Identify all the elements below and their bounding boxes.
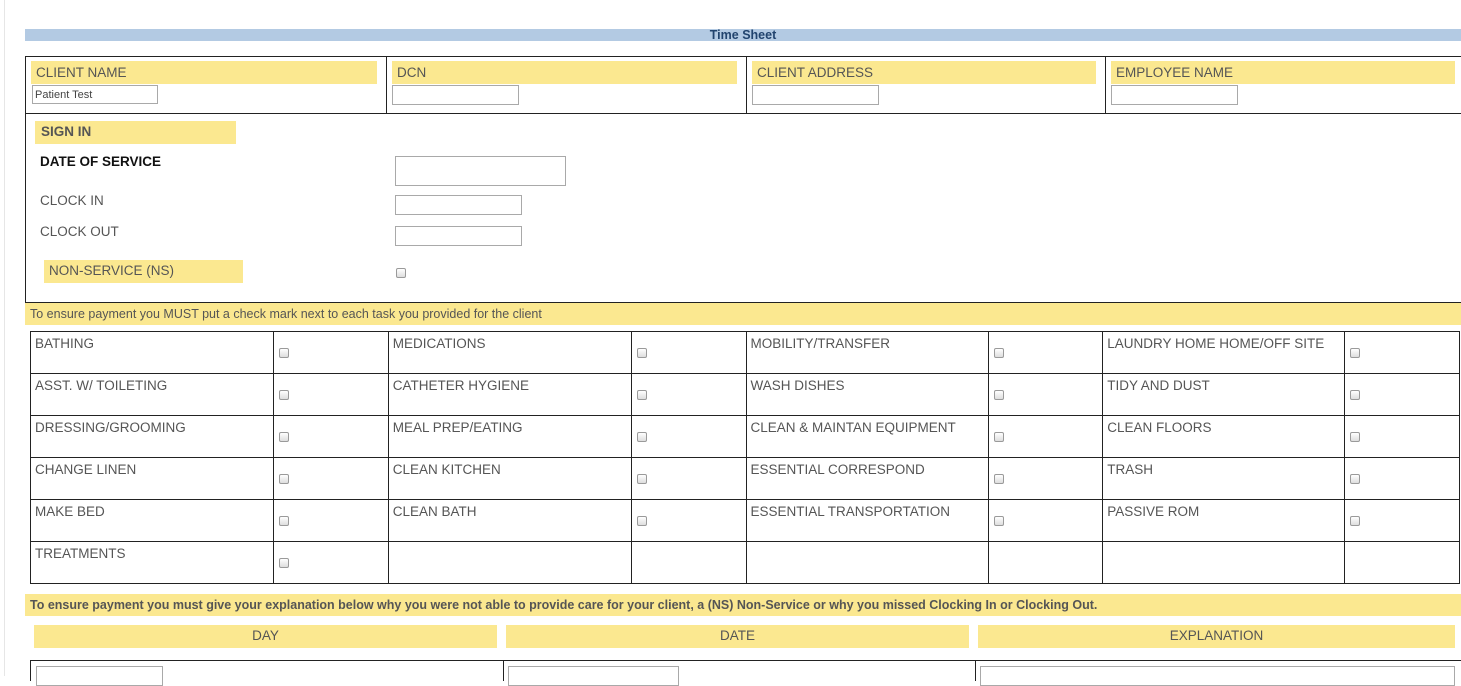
sign-in-section [25, 112, 1461, 303]
task-checkbox[interactable] [279, 390, 289, 400]
task-label: ASST. W/ TOILETING [31, 374, 274, 416]
task-label: MEAL PREP/EATING [388, 416, 631, 458]
task-label: MAKE BED [31, 500, 274, 542]
task-label: CATHETER HYGIENE [388, 374, 631, 416]
task-checkbox[interactable] [994, 516, 1004, 526]
task-checkbox[interactable] [1350, 516, 1360, 526]
empty-cell [989, 542, 1103, 584]
date-of-service-label: DATE OF SERVICE [40, 154, 162, 169]
task-label: WASH DISHES [746, 374, 989, 416]
task-label [1103, 542, 1345, 584]
dcn-label: DCN [392, 61, 737, 84]
table-row [31, 416, 1460, 458]
empty-cell [1345, 542, 1460, 584]
task-checkbox[interactable] [279, 432, 289, 442]
page-title: Time Sheet [25, 29, 1461, 41]
task-checkbox[interactable] [279, 516, 289, 526]
task-checkbox[interactable] [1350, 474, 1360, 484]
task-label: BATHING [31, 332, 274, 374]
explanation-input[interactable] [980, 666, 1455, 686]
task-label: TREATMENTS [31, 542, 274, 584]
task-checkbox[interactable] [994, 390, 1004, 400]
client-name-cell [26, 57, 386, 113]
task-checkbox[interactable] [279, 558, 289, 568]
task-label [746, 542, 989, 584]
divider [975, 661, 976, 681]
task-label: TIDY AND DUST [1103, 374, 1345, 416]
client-address-input[interactable] [752, 85, 879, 105]
clock-out-input[interactable] [395, 226, 522, 246]
date-column-header: DATE [506, 625, 969, 648]
day-column-header: DAY [34, 625, 497, 648]
clock-out-label: CLOCK OUT [40, 224, 119, 239]
task-label: LAUNDRY HOME HOME/OFF SITE [1103, 332, 1345, 374]
date-input[interactable] [508, 666, 679, 686]
client-info-section [25, 56, 1461, 114]
task-label: TRASH [1103, 458, 1345, 500]
clock-in-label: CLOCK IN [40, 193, 104, 208]
table-row [31, 542, 1460, 584]
task-label: CLEAN FLOORS [1103, 416, 1345, 458]
task-label: DRESSING/GROOMING [31, 416, 274, 458]
dcn-cell [387, 57, 746, 113]
employee-name-input[interactable] [1111, 85, 1238, 105]
empty-cell [631, 542, 746, 584]
employee-name-cell [1106, 57, 1461, 113]
table-row [31, 500, 1460, 542]
task-checkbox[interactable] [279, 474, 289, 484]
sign-in-heading: SIGN IN [35, 121, 236, 144]
task-checkbox[interactable] [637, 474, 647, 484]
table-row [31, 374, 1460, 416]
task-label: CLEAN & MAINTAN EQUIPMENT [746, 416, 989, 458]
employee-name-label: EMPLOYEE NAME [1111, 61, 1455, 84]
date-of-service-input[interactable] [395, 156, 566, 186]
task-checkbox[interactable] [637, 516, 647, 526]
dcn-input[interactable] [392, 85, 519, 105]
client-name-label: CLIENT NAME [31, 61, 377, 84]
task-checkbox[interactable] [1350, 390, 1360, 400]
day-input[interactable] [36, 666, 163, 686]
page-left-rule [4, 0, 5, 676]
table-row [31, 458, 1460, 500]
task-notice: To ensure payment you MUST put a check mark next to each task you provided for the client [25, 303, 1461, 325]
table-row [31, 332, 1460, 374]
task-label: MOBILITY/TRANSFER [746, 332, 989, 374]
task-label: CHANGE LINEN [31, 458, 274, 500]
tasks-table [30, 331, 1460, 584]
divider [503, 661, 504, 681]
clock-in-input[interactable] [395, 195, 522, 215]
task-label: MEDICATIONS [388, 332, 631, 374]
task-label: ESSENTIAL CORRESPOND [746, 458, 989, 500]
task-checkbox[interactable] [637, 390, 647, 400]
task-label [388, 542, 631, 584]
task-checkbox[interactable] [279, 348, 289, 358]
task-label: CLEAN KITCHEN [388, 458, 631, 500]
task-label: ESSENTIAL TRANSPORTATION [746, 500, 989, 542]
task-checkbox[interactable] [994, 474, 1004, 484]
task-checkbox[interactable] [1350, 432, 1360, 442]
task-checkbox[interactable] [637, 432, 647, 442]
task-checkbox[interactable] [1350, 348, 1360, 358]
explanation-rows [30, 660, 1461, 681]
explanation-notice: To ensure payment you must give your explanation below why you were not able to provide care for your client, a (NS) Non-Service or why you missed Clocking In or Clocking Out. [25, 594, 1461, 616]
task-checkbox[interactable] [637, 348, 647, 358]
explanation-column-header: EXPLANATION [978, 625, 1455, 648]
task-label: PASSIVE ROM [1103, 500, 1345, 542]
client-address-label: CLIENT ADDRESS [752, 61, 1096, 84]
non-service-label: NON-SERVICE (NS) [44, 260, 243, 283]
client-name-input[interactable]: Patient Test [32, 85, 158, 104]
task-label: CLEAN BATH [388, 500, 631, 542]
client-address-cell [747, 57, 1105, 113]
task-checkbox[interactable] [994, 432, 1004, 442]
non-service-checkbox[interactable] [396, 268, 406, 278]
task-checkbox[interactable] [994, 348, 1004, 358]
